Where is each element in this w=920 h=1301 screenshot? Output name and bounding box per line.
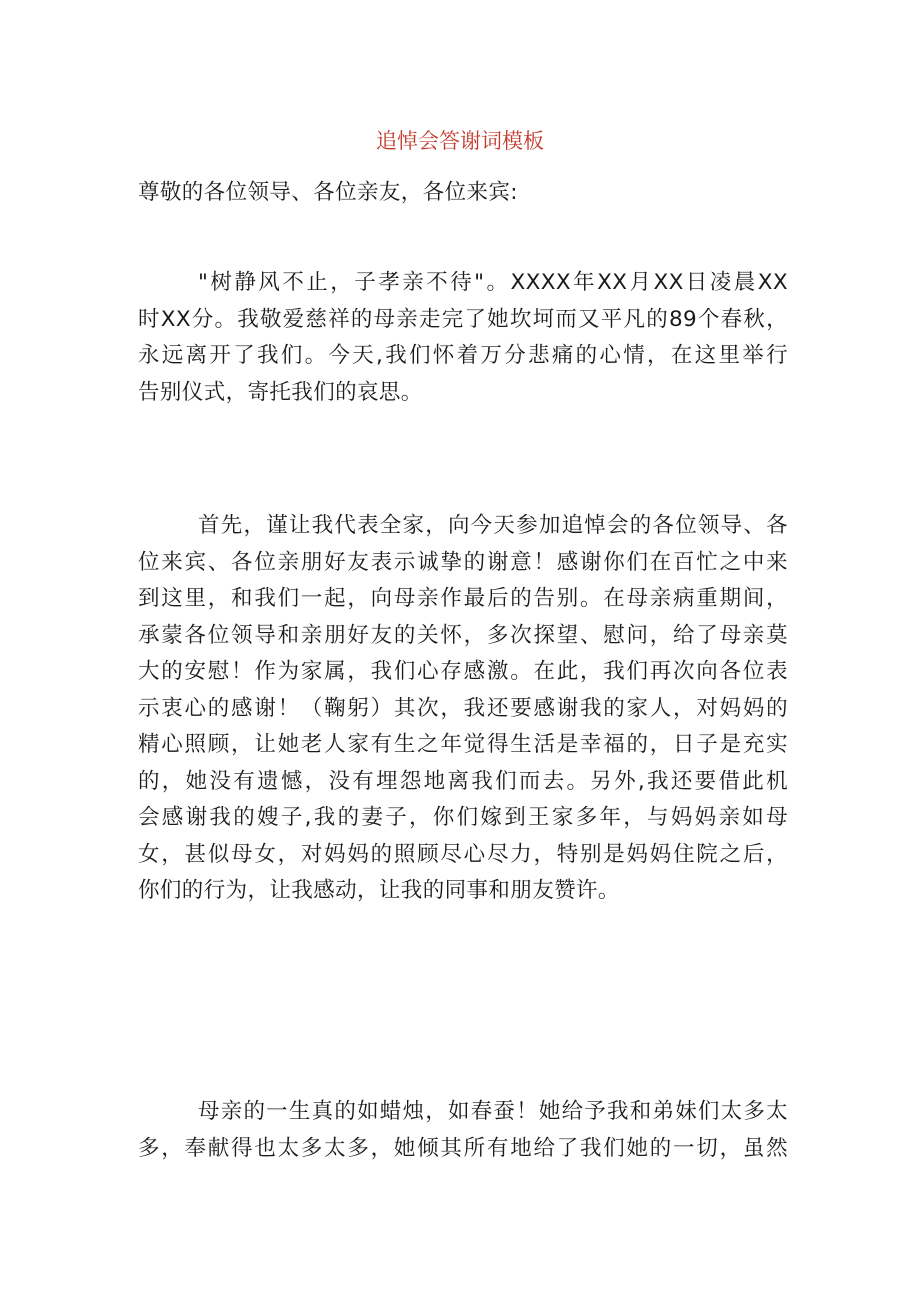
paragraph-line: 你们的行为，让我感动，让我的同事和朋友赞许。 (138, 878, 620, 903)
paragraph-line: 女，甚似母女，对妈妈的照顾尽心尽力，特别是妈妈住院之后， (138, 841, 788, 867)
paragraph-line: 母亲的一生真的如蜡烛，如春蚕！她给予我和弟妹们太多太 (198, 1099, 788, 1124)
salutation: 尊敬的各位领导、各位亲友，各位来宾: (138, 180, 518, 205)
paragraph-line: 示衷心的感谢！（鞠躬）其次，我还要感谢我的家人，对妈妈的 (138, 695, 788, 721)
paragraph-line: 到这里，和我们一起，向母亲作最后的告别。在母亲病重期间， (138, 586, 788, 611)
paragraph-line: 承蒙各位领导和亲朋好友的关怀，多次探望、慰问，给了母亲莫 (138, 622, 788, 648)
paragraph-2 (138, 508, 788, 910)
paragraph-line: 的，她没有遗憾，没有埋怨地离我们而去。另外,我还要借此机 (138, 768, 788, 794)
document-title: 追悼会答谢词模板 (376, 129, 544, 153)
paragraph-line: 多，奉献得也太多太多，她倾其所有地给了我们她的一切，虽然 (138, 1135, 788, 1161)
paragraph-line: "树静风不止，子孝亲不待"。XXXX年XX月XX日凌晨XX (198, 270, 788, 295)
paragraph-line: 时XX分。我敬爱慈祥的母亲走完了她坎坷而又平凡的89个春秋， (138, 306, 788, 332)
paragraph-line: 大的安慰！作为家属，我们心存感激。在此，我们再次向各位表 (138, 659, 788, 684)
paragraph-3 (138, 1094, 788, 1167)
paragraph-line: 首先，谨让我代表全家，向今天参加追悼会的各位领导、各 (198, 513, 788, 538)
paragraph-line: 告别仪式，寄托我们的哀思。 (138, 379, 423, 405)
paragraph-line: 会感谢我的嫂子,我的妻子，你们嫁到王家多年，与妈妈亲如母 (138, 805, 788, 830)
paragraph-1 (138, 265, 788, 411)
paragraph-line: 精心照顾，让她老人家有生之年觉得生活是幸福的，日子是充实 (138, 732, 788, 757)
paragraph-line: 位来宾、各位亲朋好友表示诚挚的谢意！感谢你们在百忙之中来 (138, 549, 788, 575)
paragraph-line: 永远离开了我们。今天,我们怀着万分悲痛的心情，在这里举行 (138, 343, 788, 368)
